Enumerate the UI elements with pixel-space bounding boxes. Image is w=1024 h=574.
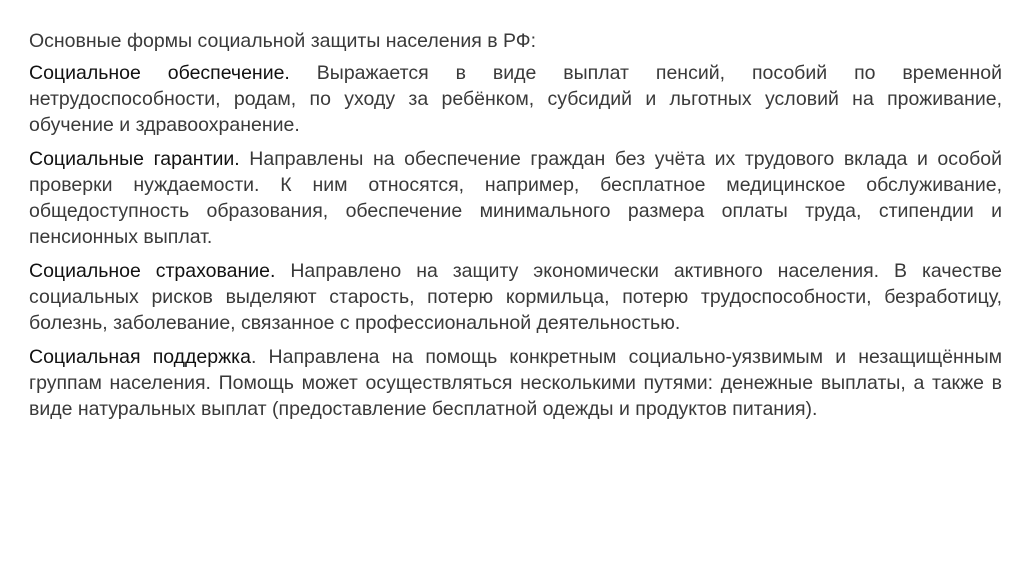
section-text: . Направлена на помощь конкретным социально-уязвимым и незащищённым группам населения. Помощь может осуществляться несколькими путями: денежные выплаты, а также в виде натуральных выплат (предоставление бесплатной одежды и продуктов питания). — [29, 346, 1002, 420]
section-social-support — [29, 344, 1002, 422]
section-term: Социальная поддержка — [29, 346, 251, 368]
section-term: Социальное страхование. — [29, 260, 276, 282]
section-term: Социальное обеспечение. — [29, 62, 290, 84]
section-social-security — [29, 60, 1002, 138]
slide-content — [29, 28, 1002, 430]
section-text: Направлены на обеспечение граждан без учёта их трудового вклада и особой проверки нуждаемости. К ним относятся, например, бесплатное медицинское обслуживание, общедоступность образования, обеспечение минимального размера оплаты труда, стипендии и пенсионных выплат. — [29, 148, 1002, 248]
section-social-insurance — [29, 258, 1002, 336]
section-term: Социальные гарантии. — [29, 148, 240, 170]
section-text: Направлено на защиту экономически активного населения. В качестве социальных рисков выделяют старость, потерю кормильца, потерю трудоспособности, безработицу, болезнь, заболевание, связанное с профессиональной деятельностью. — [29, 260, 1002, 334]
section-social-guarantees — [29, 146, 1002, 250]
slide-intro: Основные формы социальной защиты населения в РФ: — [29, 30, 537, 52]
section-text: Выражается в виде выплат пенсий, пособий по временной нетрудоспособности, родам, по уходу за ребёнком, субсидий и льготных условий на проживание, обучение и здравоохранение. — [29, 62, 1003, 136]
